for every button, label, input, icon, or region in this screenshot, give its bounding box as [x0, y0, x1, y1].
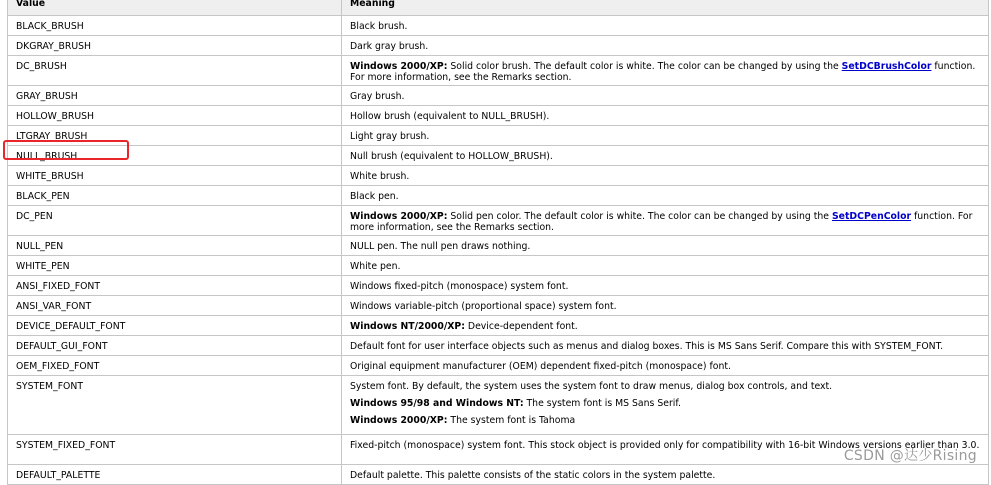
table-row	[8, 126, 989, 146]
value-cell: LTGRAY_BRUSH	[8, 126, 342, 146]
meaning-cell	[342, 256, 989, 276]
meaning-paragraph	[350, 241, 988, 252]
meaning-paragraph	[350, 111, 988, 122]
value-cell: SYSTEM_FIXED_FONT	[8, 435, 342, 465]
table-row	[8, 16, 989, 36]
meaning-cell	[342, 186, 989, 206]
meaning-text: Black pen.	[350, 191, 399, 202]
table-row	[8, 56, 989, 86]
meaning-paragraph	[350, 91, 988, 102]
meaning-cell	[342, 56, 989, 86]
value-cell: DEVICE_DEFAULT_FONT	[8, 316, 342, 336]
meaning-text: function. For more information, see the Remarks section.	[350, 61, 976, 83]
meaning-paragraph	[350, 151, 988, 162]
table-header-row	[8, 0, 989, 16]
meaning-paragraph	[350, 211, 988, 233]
meaning-paragraph	[350, 21, 988, 32]
table-row	[8, 276, 989, 296]
meaning-text: function. For more information, see the Remarks section.	[350, 211, 973, 233]
meaning-cell	[342, 356, 989, 376]
table-row	[8, 296, 989, 316]
table-body	[8, 16, 989, 485]
meaning-paragraph	[350, 398, 988, 409]
function-link[interactable]: SetDCBrushColor	[841, 61, 932, 72]
meaning-cell	[342, 106, 989, 126]
meaning-paragraph	[350, 171, 988, 182]
meaning-text: Dark gray brush.	[350, 41, 429, 52]
meaning-paragraph	[350, 191, 988, 202]
table-row	[8, 146, 989, 166]
value-cell: OEM_FIXED_FONT	[8, 356, 342, 376]
table-row	[8, 166, 989, 186]
table-row	[8, 256, 989, 276]
meaning-paragraph	[350, 470, 988, 481]
value-cell: BLACK_BRUSH	[8, 16, 342, 36]
meaning-paragraph	[350, 261, 988, 272]
meaning-text: Fixed-pitch (monospace) system font. This stock object is provided only for compatibility with 16-bit Windows versions earlier than 3.0.	[350, 440, 980, 451]
table-row	[8, 36, 989, 56]
meaning-cell	[342, 126, 989, 146]
meaning-paragraph	[350, 131, 988, 142]
meaning-paragraph	[350, 301, 988, 312]
meaning-text: White brush.	[350, 171, 410, 182]
meaning-text: Black brush.	[350, 21, 408, 32]
value-cell: WHITE_BRUSH	[8, 166, 342, 186]
platform-label: Windows 2000/XP:	[350, 61, 448, 72]
meaning-text: NULL pen. The null pen draws nothing.	[350, 241, 531, 252]
table-row	[8, 316, 989, 336]
meaning-cell	[342, 236, 989, 256]
meaning-text: Windows variable-pitch (proportional space) system font.	[350, 301, 617, 312]
watermark: CSDN @达少Rising	[843, 448, 977, 464]
platform-label: Windows NT/2000/XP:	[350, 321, 465, 332]
column-header-value: Value	[8, 0, 342, 16]
meaning-cell	[342, 276, 989, 296]
meaning-text: Solid color brush. The default color is white. The color can be changed by using the	[447, 61, 842, 72]
meaning-cell	[342, 336, 989, 356]
meaning-cell	[342, 166, 989, 186]
value-cell: DC_BRUSH	[8, 56, 342, 86]
value-cell: NULL_PEN	[8, 236, 342, 256]
value-cell: ANSI_FIXED_FONT	[8, 276, 342, 296]
meaning-text: Hollow brush (equivalent to NULL_BRUSH).	[350, 111, 550, 122]
meaning-paragraph	[350, 281, 988, 292]
value-cell: ANSI_VAR_FONT	[8, 296, 342, 316]
table-row	[8, 206, 989, 236]
meaning-cell	[342, 465, 989, 485]
meaning-text: Solid pen color. The default color is white. The color can be changed by using the	[447, 211, 832, 222]
table-row	[8, 336, 989, 356]
value-cell: NULL_BRUSH	[8, 146, 342, 166]
meaning-paragraph	[350, 321, 988, 332]
value-cell: WHITE_PEN	[8, 256, 342, 276]
meaning-text: Default font for user interface objects such as menus and dialog boxes. This is MS Sans Serif. Compare this with SYSTEM_FONT.	[350, 341, 944, 352]
meaning-cell	[342, 36, 989, 56]
value-cell: HOLLOW_BRUSH	[8, 106, 342, 126]
column-header-meaning: Meaning	[342, 0, 989, 16]
meaning-text: Original equipment manufacturer (OEM) dependent fixed-pitch (monospace) font.	[350, 361, 731, 372]
meaning-text: System font. By default, the system uses the system font to draw menus, dialog box controls, and text.	[350, 381, 833, 392]
meaning-paragraph	[350, 341, 988, 352]
platform-label: Windows 2000/XP:	[350, 211, 448, 222]
meaning-text: Null brush (equivalent to HOLLOW_BRUSH).	[350, 151, 553, 162]
table-row	[8, 86, 989, 106]
platform-label: Windows 2000/XP:	[350, 415, 448, 426]
meaning-text: White pen.	[350, 261, 401, 272]
meaning-paragraph	[350, 381, 988, 392]
value-cell: DEFAULT_PALETTE	[8, 465, 342, 485]
meaning-text: Gray brush.	[350, 91, 405, 102]
value-cell: DKGRAY_BRUSH	[8, 36, 342, 56]
meaning-paragraph	[350, 41, 988, 52]
meaning-text: Default palette. This palette consists of the static colors in the system palette.	[350, 470, 716, 481]
meaning-cell	[342, 16, 989, 36]
meaning-paragraph	[350, 361, 988, 372]
table-row	[8, 106, 989, 126]
meaning-cell	[342, 146, 989, 166]
meaning-cell	[342, 316, 989, 336]
meaning-cell	[342, 376, 989, 435]
meaning-cell	[342, 296, 989, 316]
meaning-paragraph	[350, 61, 988, 83]
table-row	[8, 236, 989, 256]
meaning-text: Windows fixed-pitch (monospace) system font.	[350, 281, 569, 292]
value-cell: SYSTEM_FONT	[8, 376, 342, 435]
meaning-cell	[342, 86, 989, 106]
table-row	[8, 356, 989, 376]
constants-table	[7, 0, 989, 485]
table-row	[8, 376, 989, 435]
table-row	[8, 465, 989, 485]
table-row	[8, 435, 989, 465]
value-cell: GRAY_BRUSH	[8, 86, 342, 106]
meaning-text: The system font is MS Sans Serif.	[523, 398, 681, 409]
platform-label: Windows 95/98 and Windows NT:	[350, 398, 524, 409]
meaning-paragraph	[350, 415, 988, 426]
meaning-text: Light gray brush.	[350, 131, 430, 142]
meaning-text: Device-dependent font.	[464, 321, 578, 332]
meaning-text: The system font is Tahoma	[447, 415, 576, 426]
table-row	[8, 186, 989, 206]
value-cell: DC_PEN	[8, 206, 342, 236]
function-link[interactable]: SetDCPenColor	[831, 211, 912, 222]
value-cell: BLACK_PEN	[8, 186, 342, 206]
meaning-cell	[342, 206, 989, 236]
value-cell: DEFAULT_GUI_FONT	[8, 336, 342, 356]
